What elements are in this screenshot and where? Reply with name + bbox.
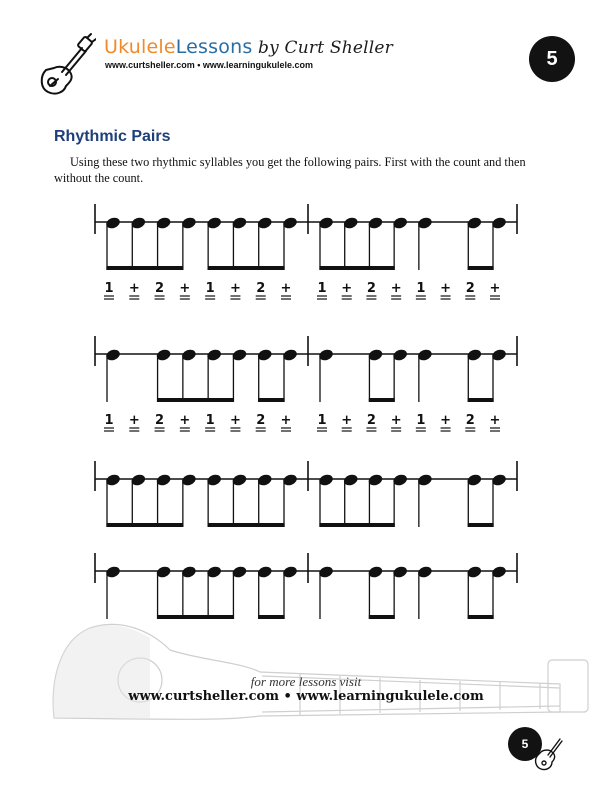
count-label: 1 (104, 413, 114, 428)
section-title: Rhythmic Pairs (54, 128, 171, 145)
note-beam (106, 523, 183, 527)
note-beam (258, 615, 284, 619)
note-beam (468, 266, 494, 270)
note-beam (369, 615, 395, 619)
count-label: 2 (155, 413, 165, 428)
note-beam (208, 266, 285, 270)
note-beam (157, 398, 234, 402)
footer-urls: www.curtsheller.com • www.learningukulele.com (128, 689, 484, 704)
count-label: 1 (205, 413, 215, 428)
count-label: 1 (416, 281, 426, 296)
note-beam (157, 615, 234, 619)
count-label: + (341, 281, 353, 296)
note-beam (258, 398, 284, 402)
brand-lessons: Lessons (175, 36, 253, 58)
count-label: + (489, 413, 501, 428)
count-label: + (440, 413, 452, 428)
brand-ukulele: Ukulele (104, 36, 176, 58)
count-label: + (341, 413, 353, 428)
note-beam (106, 266, 183, 270)
count-label: 1 (317, 281, 327, 296)
count-label: 2 (366, 413, 376, 428)
count-label: + (128, 281, 140, 296)
count-label: + (390, 413, 402, 428)
count-label: + (489, 281, 501, 296)
count-label: + (280, 413, 292, 428)
count-label: 2 (366, 281, 376, 296)
count-label: + (179, 281, 191, 296)
count-label: + (128, 413, 140, 428)
note-beam (369, 398, 395, 402)
count-label: 2 (465, 413, 475, 428)
count-label: 2 (155, 281, 165, 296)
page-number-badge: 5 (529, 36, 575, 82)
count-label: + (280, 281, 292, 296)
count-label: + (390, 281, 402, 296)
count-label: 2 (256, 281, 266, 296)
count-label: + (440, 281, 452, 296)
count-label: 1 (205, 281, 215, 296)
count-label: + (229, 281, 241, 296)
note-beam (208, 523, 285, 527)
count-label: + (179, 413, 191, 428)
note-beam (468, 398, 494, 402)
footer-page-number-badge: 5 (508, 727, 542, 761)
count-label: 2 (256, 413, 266, 428)
count-label: + (229, 413, 241, 428)
footer-visit-text: for more lessons visit (250, 674, 362, 689)
count-label: 1 (416, 413, 426, 428)
note-beam (319, 266, 394, 270)
note-beam (468, 523, 494, 527)
note-beam (319, 523, 394, 527)
intro-text: Using these two rhythmic syllables you get the following pairs. First with the count and then without the count. (54, 155, 526, 185)
count-label: 1 (317, 413, 327, 428)
note-beam (468, 615, 494, 619)
header-sites: www.curtsheller.com • www.learningukulele.com (105, 60, 314, 70)
count-label: 1 (104, 281, 114, 296)
brand-author: by Curt Sheller (252, 38, 393, 58)
count-label: 2 (465, 281, 475, 296)
